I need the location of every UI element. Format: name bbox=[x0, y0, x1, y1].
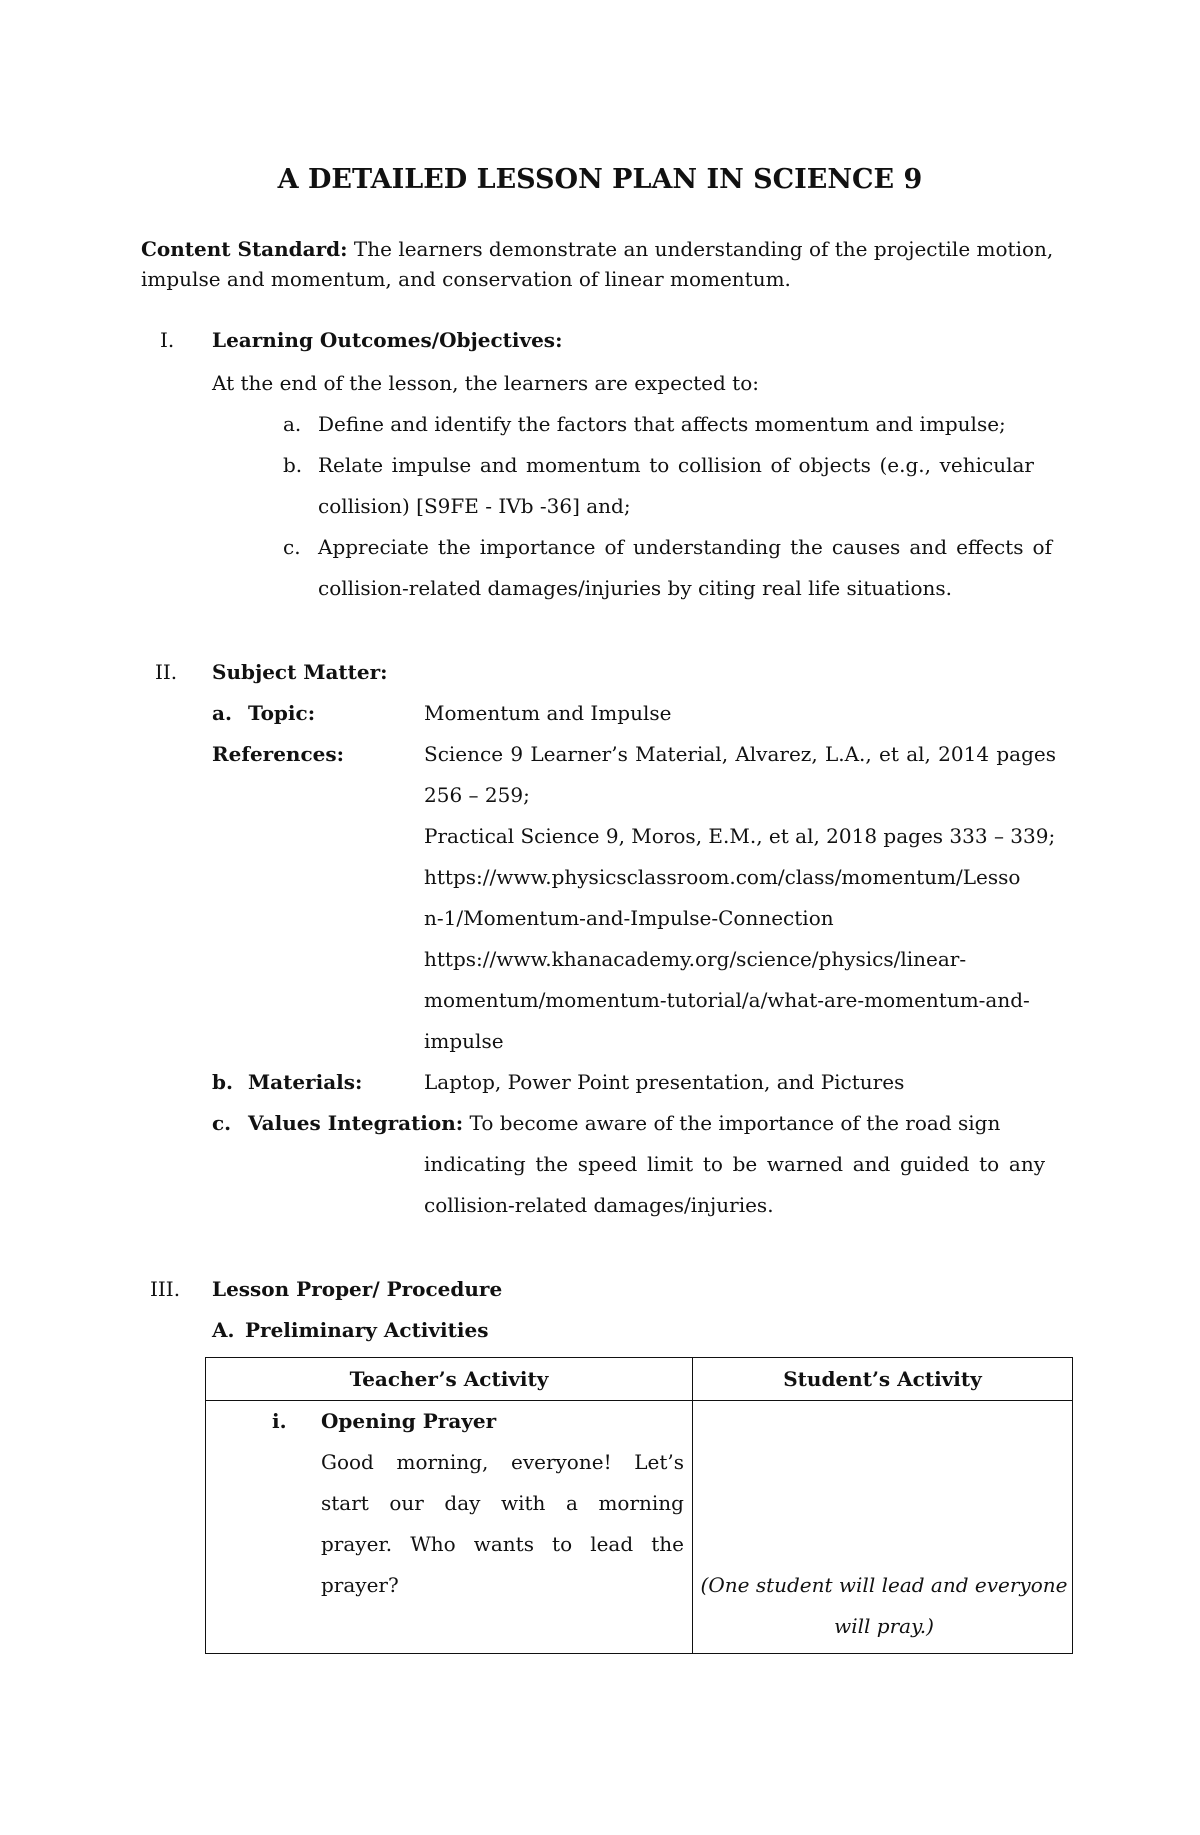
section-2-heading: Subject Matter: bbox=[212, 660, 388, 684]
objective-a-text: Define and identify the factors that affects momentum and impulse; bbox=[318, 412, 1006, 436]
topic-label: Topic: bbox=[248, 701, 316, 725]
student-activity-cell bbox=[693, 1401, 1073, 1654]
content-standard-label: Content Standard: bbox=[141, 237, 348, 261]
teacher-line-1: Good morning, everyone! Let’s bbox=[321, 1450, 684, 1474]
prayer-heading: Opening Prayer bbox=[321, 1409, 497, 1433]
student-line-2: will pray.) bbox=[834, 1614, 934, 1638]
values-letter: c. bbox=[212, 1111, 232, 1135]
objective-c-text-2: collision-related damages/injuries by citing real life situations. bbox=[318, 576, 953, 600]
content-standard-text-2: impulse and momentum, and conservation of linear momentum. bbox=[141, 267, 791, 291]
reference-line-1: Science 9 Learner’s Material, Alvarez, L.A., et al, 2014 pages bbox=[424, 742, 1056, 766]
subsection-a-heading: Preliminary Activities bbox=[245, 1318, 489, 1342]
content-standard bbox=[141, 236, 1053, 262]
topic-value: Momentum and Impulse bbox=[424, 701, 672, 725]
objective-b-text-2: collision) [S9FE - IVb -36] and; bbox=[318, 494, 631, 518]
reference-link-2-cont[interactable]: momentum/momentum-tutorial/a/what-are-momentum-and- bbox=[424, 988, 1030, 1012]
student-line-1: (One student will lead and everyone bbox=[700, 1573, 1068, 1597]
teacher-line-3: prayer. Who wants to lead the bbox=[321, 1532, 684, 1556]
objective-b-text: Relate impulse and momentum to collision of objects (e.g., vehicular bbox=[318, 453, 1034, 477]
reference-link-2-end[interactable]: impulse bbox=[424, 1029, 504, 1053]
section-1-intro: At the end of the lesson, the learners are expected to: bbox=[212, 371, 759, 395]
section-2-numeral: II. bbox=[155, 660, 178, 684]
reference-link-1-cont[interactable]: n-1/Momentum-and-Impulse-Connection bbox=[424, 906, 834, 930]
values-integration bbox=[248, 1110, 1000, 1136]
reference-link-1[interactable]: https://www.physicsclassroom.com/class/momentum/Lesso bbox=[424, 865, 1021, 889]
section-1-heading: Learning Outcomes/Objectives: bbox=[212, 328, 563, 352]
table-row bbox=[206, 1401, 1073, 1654]
table-header-row bbox=[206, 1358, 1073, 1401]
values-text-3: collision-related damages/injuries. bbox=[424, 1193, 774, 1217]
prayer-numeral: i. bbox=[272, 1409, 287, 1433]
topic-letter: a. bbox=[212, 701, 232, 725]
objective-b-letter: b. bbox=[283, 453, 303, 477]
references-label: References: bbox=[212, 742, 345, 766]
objective-c-text: Appreciate the importance of understanding the causes and effects of bbox=[318, 535, 1052, 559]
teacher-activity-cell bbox=[206, 1401, 693, 1654]
materials-label: Materials: bbox=[248, 1070, 363, 1094]
materials-letter: b. bbox=[212, 1070, 233, 1094]
reference-line-3: Practical Science 9, Moros, E.M., et al, 2018 pages 333 – 339; bbox=[424, 824, 1056, 848]
objective-c-letter: c. bbox=[283, 535, 301, 559]
activity-table bbox=[205, 1357, 1073, 1654]
materials-value: Laptop, Power Point presentation, and Pictures bbox=[424, 1070, 905, 1094]
values-label: Values Integration: bbox=[248, 1111, 464, 1135]
document-title: A DETAILED LESSON PLAN IN SCIENCE 9 bbox=[277, 164, 923, 195]
content-standard-text: The learners demonstrate an understanding of the projectile motion, bbox=[353, 237, 1054, 261]
values-text-2: indicating the speed limit to be warned and guided to any bbox=[424, 1152, 1045, 1176]
teacher-line-4: prayer? bbox=[321, 1573, 399, 1597]
teacher-activity-header: Teacher’s Activity bbox=[206, 1358, 693, 1401]
reference-line-2: 256 – 259; bbox=[424, 783, 530, 807]
section-3-heading: Lesson Proper/ Procedure bbox=[212, 1277, 503, 1301]
objective-a-letter: a. bbox=[283, 412, 302, 436]
reference-link-2[interactable]: https://www.khanacademy.org/science/physics/linear- bbox=[424, 947, 967, 971]
teacher-line-2: start our day with a morning bbox=[321, 1491, 684, 1515]
section-1-numeral: I. bbox=[160, 328, 175, 352]
subsection-a-letter: A. bbox=[212, 1318, 235, 1342]
section-3-numeral: III. bbox=[150, 1277, 181, 1301]
student-activity-header: Student’s Activity bbox=[693, 1358, 1073, 1401]
values-text: To become aware of the importance of the road sign bbox=[469, 1111, 1001, 1135]
